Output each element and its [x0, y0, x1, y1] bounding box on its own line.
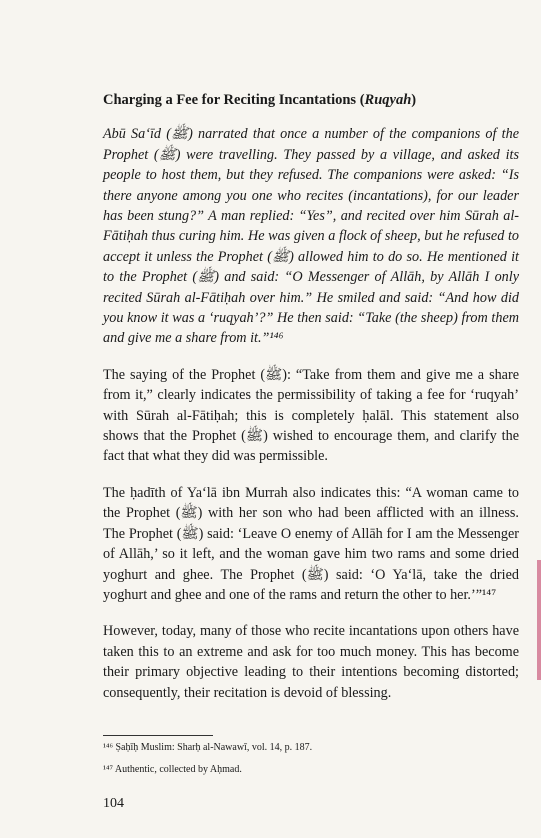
- page-number: 104: [103, 796, 124, 811]
- heading-end: ): [411, 92, 417, 108]
- section-heading: [103, 92, 519, 109]
- footnote-146: ¹⁴⁶ Ṣaḥīḥ Muslim: Sharḥ al-Nawawī, vol. 14, p. 187.: [103, 742, 313, 753]
- footnote-divider: [103, 735, 213, 736]
- paragraph-commentary: The saying of the Prophet (ﷺ): “Take from them and give me a share from it,” clearly indicates the permissibility of taking a fee for ‘ruqyah’ with Sūrah al-Fātiḥah; this is completely ḥalāl. This statement also shows that the Prophet (ﷺ) wished to encourage them, and clarify the fact that what they did was permissible.: [103, 366, 519, 465]
- page-edge-mark: [537, 560, 541, 680]
- paragraph-conclusion: However, today, many of those who recite incantations upon others have taken this to an extreme and ask for too much money. This has become their primary objective leading to their intentions becoming distorted; consequently, their recitation is devoid of blessing.: [103, 623, 519, 701]
- footnote-147: ¹⁴⁷ Authentic, collected by Aḥmad.: [103, 764, 242, 775]
- paragraph-hadith-abu-said: Abū Sa‘īd (ﷺ) narrated that once a number of the companions of the Prophet (ﷺ) were travelling. They passed by a village, and asked its people to host them, but they refused. The companions were asked: “Is there anyone among you one who recites (incantations), for our leader has been stung?” A man replied: “Yes”, and recited over him Sūrah al-Fātiḥah thus curing him. He was given a flock of sheep, but he refused to accept it unless the Prophet (ﷺ) allowed him to do so. He mentioned it to the Prophet (ﷺ) and said: “O Messenger of Allāh, by Allāh I only recited Sūrah al-Fātiḥah over him.” He smiled and said: “And how did you know it was a ‘ruqyah’?” He then said: “Take (the sheep) from them and give me a share from it.”¹⁴⁶: [103, 126, 519, 347]
- page-body: [103, 92, 519, 703]
- heading-italic: Ruqyah: [364, 92, 412, 108]
- heading-text: Charging a Fee for Reciting Incantations (: [103, 92, 365, 108]
- paragraph-hadith-yala: The ḥadīth of Ya‘lā ibn Murrah also indicates this: “A woman came to the Prophet (ﷺ) with her son who had been afflicted with an illness. The Prophet (ﷺ) said: ‘Leave O enemy of Allāh for I am the Messenger of Allāh,’ so it left, and the woman gave him two rams and some dried yoghurt and ghee. The Prophet (ﷺ) said: ‘O Ya‘lā, take the dried yoghurt and ghee and one of the rams and return the other to her.’”¹⁴⁷: [103, 484, 519, 603]
